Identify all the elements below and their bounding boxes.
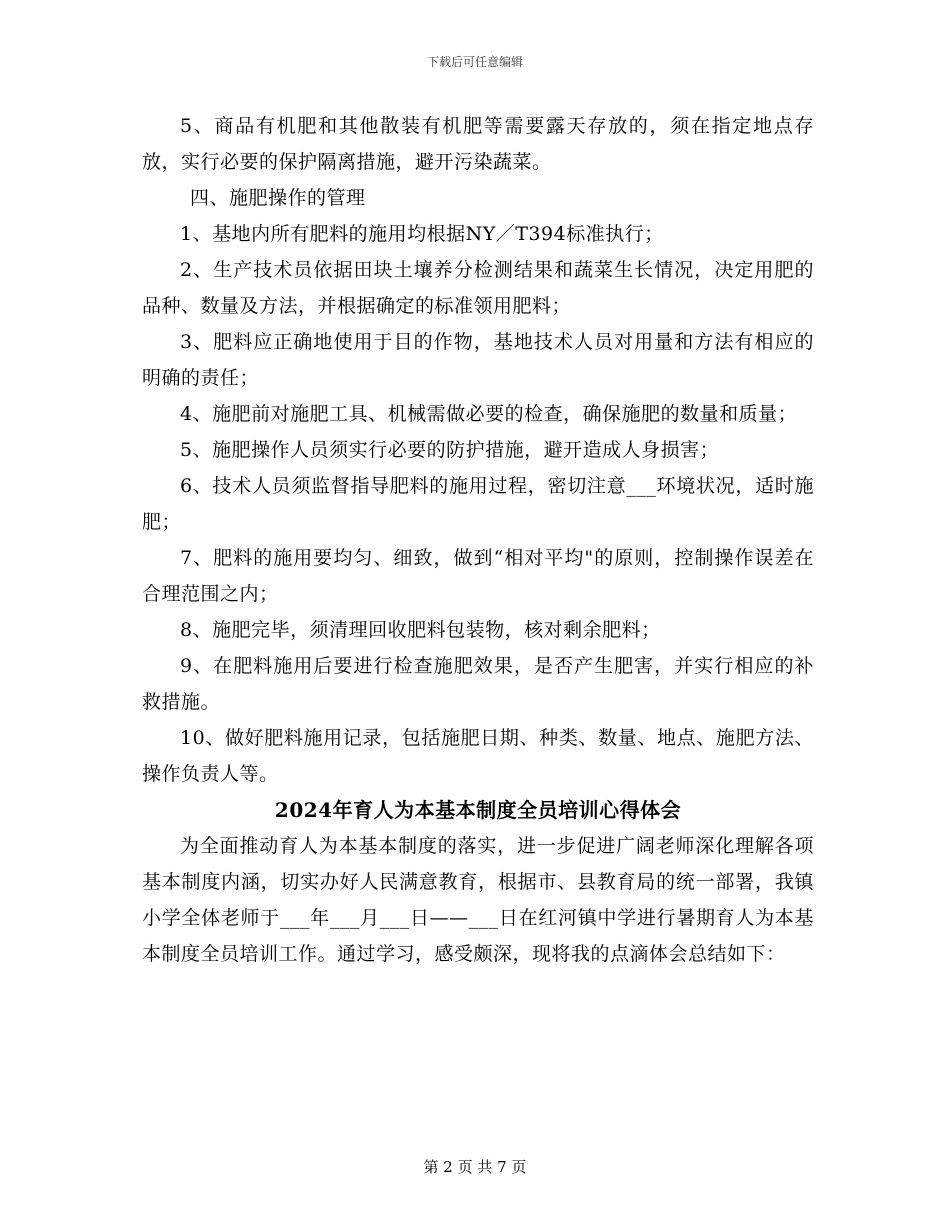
paragraph: 8、施肥完毕，须清理回收肥料包装物，核对剩余肥料； (180, 619, 661, 641)
paragraph: 10、做好肥料施用记录，包括施肥日期、种类、数量、地点、施肥方法、操作负责人等。 (142, 727, 814, 785)
paragraph: 9、在肥料施用后要进行检查施肥效果，是否产生肥害，并实行相应的补救措施。 (142, 655, 814, 713)
paragraph: 6、技术人员须监督指导肥料的施用过程，密切注意___环境状况，适时施肥； (142, 475, 814, 533)
page-header: 下载后可任意编辑 (426, 55, 523, 69)
paragraph: 3、肥料应正确地使用于目的作物，基地技术人员对用量和方法有相应的明确的责任； (142, 331, 814, 389)
paragraph: 4、施肥前对施肥工具、机械需做必要的检查，确保施肥的数量和质量； (180, 403, 798, 425)
page-number: 第 2 页 共 7 页 (423, 1158, 527, 1176)
document-body (142, 108, 814, 972)
paragraph: 1、基地内所有肥料的施用均根据NY／T394标准执行； (180, 223, 664, 245)
paragraph: 2、生产技术员依据田块土壤养分检测结果和蔬菜生长情况，决定用肥的品种、数量及方法，并根据确定的标准领用肥料； (142, 259, 814, 317)
paragraph: 5、商品有机肥和其他散装有机肥等需要露天存放的，须在指定地点存放，实行必要的保护隔离措施，避开污染蔬菜。 (142, 115, 814, 173)
paragraph: 5、施肥操作人员须实行必要的防护措施，避开造成人身损害； (180, 439, 720, 461)
section-heading: 四、施肥操作的管理 (190, 187, 366, 209)
paragraph: 为全面推动育人为本基本制度的落实，进一步促进广阔老师深化理解各项基本制度内涵，切实办好人民满意教育，根据市、县教育局的统一部署，我镇小学全体老师于___年___月___日——___日在红河镇中学进行暑期育人为本基本制度全员培训工作。通过学习，感受颇深，现将我的点滴体会总结如下： (142, 835, 814, 965)
paragraph: 7、肥料的施用要均匀、细致，做到“相对平均"的原则，控制操作误差在合理范围之内； (142, 547, 814, 605)
document-title: 2024年育人为本基本制度全员培训心得体会 (274, 798, 682, 822)
